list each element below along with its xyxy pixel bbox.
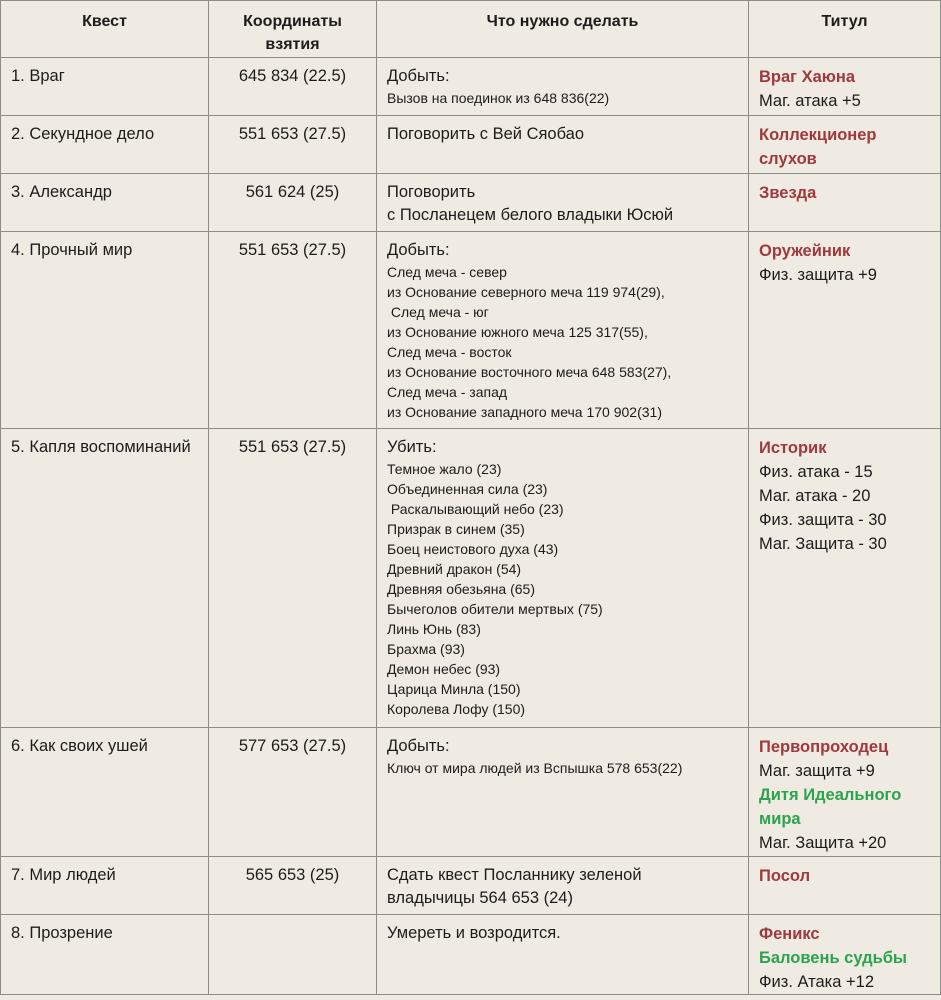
title-name: Враг Хаюна [759, 68, 856, 86]
action-line: След меча - запад [387, 384, 508, 400]
title-bonus: Физ. атака - 15 [759, 463, 873, 481]
action-heading-cont: владычицы 564 653 (24) [387, 889, 573, 907]
quest-name: 1. Враг [1, 58, 209, 116]
quest-coords [209, 915, 377, 995]
title-bonus: Маг. Защита +20 [759, 834, 887, 852]
title-name: Историк [759, 439, 827, 457]
table-row [1, 174, 941, 232]
quest-action [377, 728, 749, 857]
quest-name: 2. Секундное дело [1, 116, 209, 174]
action-line: Вызов на поединок из 648 836(22) [387, 90, 610, 106]
quest-coords: 645 834 (22.5) [209, 58, 377, 116]
title-name: Оружейник [759, 242, 851, 260]
quest-title [749, 429, 941, 728]
quest-coords: 551 653 (27.5) [209, 116, 377, 174]
action-line: Ключ от мира людей из Вспышка 578 653(22) [387, 760, 683, 776]
title-name: Баловень судьбы [759, 949, 908, 967]
quest-title [749, 915, 941, 995]
action-line: Древний дракон (54) [387, 561, 522, 577]
action-heading: Добыть: [387, 737, 450, 755]
action-line: из Основание северного меча 119 974(29), [387, 284, 665, 300]
action-heading-cont: с Посланецем белого владыки Юсюй [387, 206, 674, 224]
title-name: Первопроходец [759, 738, 889, 756]
title-bonus: Физ. Атака +12 [759, 973, 875, 991]
quest-name: 4. Прочный мир [1, 232, 209, 429]
action-line: След меча - восток [387, 344, 512, 360]
table-row [1, 857, 941, 915]
title-bonus: Маг. атака +5 [759, 92, 861, 110]
quest-coords: 577 653 (27.5) [209, 728, 377, 857]
header-row [1, 1, 941, 58]
quest-name: 7. Мир людей [1, 857, 209, 915]
quest-name: 8. Прозрение [1, 915, 209, 995]
quest-title [749, 116, 941, 174]
action-line: Призрак в синем (35) [387, 521, 525, 537]
title-bonus: Физ. защита - 30 [759, 511, 887, 529]
action-line: Боец неистового духа (43) [387, 541, 559, 557]
table-row [1, 915, 941, 995]
title-bonus: Маг. атака - 20 [759, 487, 871, 505]
action-line: Брахма (93) [387, 641, 465, 657]
quest-action [377, 429, 749, 728]
action-line: Царица Минла (150) [387, 681, 521, 697]
action-line: Линь Юнь (83) [387, 621, 481, 637]
action-heading: Убить: [387, 438, 437, 456]
title-name: Феникс [759, 925, 820, 943]
title-bonus: Маг. защита +9 [759, 762, 875, 780]
title-name: Коллекционер слухов [759, 126, 877, 168]
quest-name: 3. Александр [1, 174, 209, 232]
table-row [1, 728, 941, 857]
action-line: из Основание восточного меча 648 583(27), [387, 364, 672, 380]
action-heading: Поговорить с Вей Сяобао [387, 125, 585, 143]
quest-coords: 561 624 (25) [209, 174, 377, 232]
header-quest: Квест [1, 1, 209, 58]
action-line: Древняя обезьяна (65) [387, 581, 535, 597]
action-heading: Сдать квест Посланнику зеленой [387, 866, 642, 884]
action-heading: Поговорить [387, 183, 476, 201]
quest-action [377, 232, 749, 429]
action-line: из Основание южного меча 125 317(55), [387, 324, 648, 340]
table-row [1, 58, 941, 116]
action-line: из Основание западного меча 170 902(31) [387, 404, 662, 420]
quest-title [749, 232, 941, 429]
action-line: Королева Лофу (150) [387, 701, 526, 717]
quest-coords: 565 653 (25) [209, 857, 377, 915]
action-line: След меча - север [387, 264, 507, 280]
action-line: След меча - юг [387, 304, 489, 320]
quest-name: 5. Капля воспоминаний [1, 429, 209, 728]
header-coords-label: Координаты взятия [243, 13, 342, 53]
action-line: Раскалывающий небо (23) [387, 501, 564, 517]
action-line: Темное жало (23) [387, 461, 502, 477]
quest-action [377, 116, 749, 174]
header-title: Титул [749, 1, 941, 58]
quest-title [749, 174, 941, 232]
quest-title [749, 857, 941, 915]
quest-coords: 551 653 (27.5) [209, 429, 377, 728]
quest-name: 6. Как своих ушей [1, 728, 209, 857]
action-heading: Добыть: [387, 67, 450, 85]
action-line: Объединенная сила (23) [387, 481, 548, 497]
quest-action [377, 174, 749, 232]
quest-action [377, 857, 749, 915]
quest-title [749, 58, 941, 116]
action-heading: Умереть и возродится. [387, 924, 561, 942]
title-name: Звезда [759, 184, 817, 202]
header-action: Что нужно сделать [377, 1, 749, 58]
title-name: Дитя Идеального мира [759, 786, 902, 828]
header-coords [209, 1, 377, 58]
title-name: Посол [759, 867, 811, 885]
quest-action [377, 915, 749, 995]
quest-coords: 551 653 (27.5) [209, 232, 377, 429]
table-row [1, 429, 941, 728]
action-line: Демон небес (93) [387, 661, 501, 677]
quest-title [749, 728, 941, 857]
action-line: Бычеголов обители мертвых (75) [387, 601, 603, 617]
quest-action [377, 58, 749, 116]
table-row [1, 116, 941, 174]
title-bonus: Маг. Защита - 30 [759, 535, 887, 553]
action-heading: Добыть: [387, 241, 450, 259]
title-bonus: Физ. защита +9 [759, 266, 877, 284]
table-row [1, 232, 941, 429]
